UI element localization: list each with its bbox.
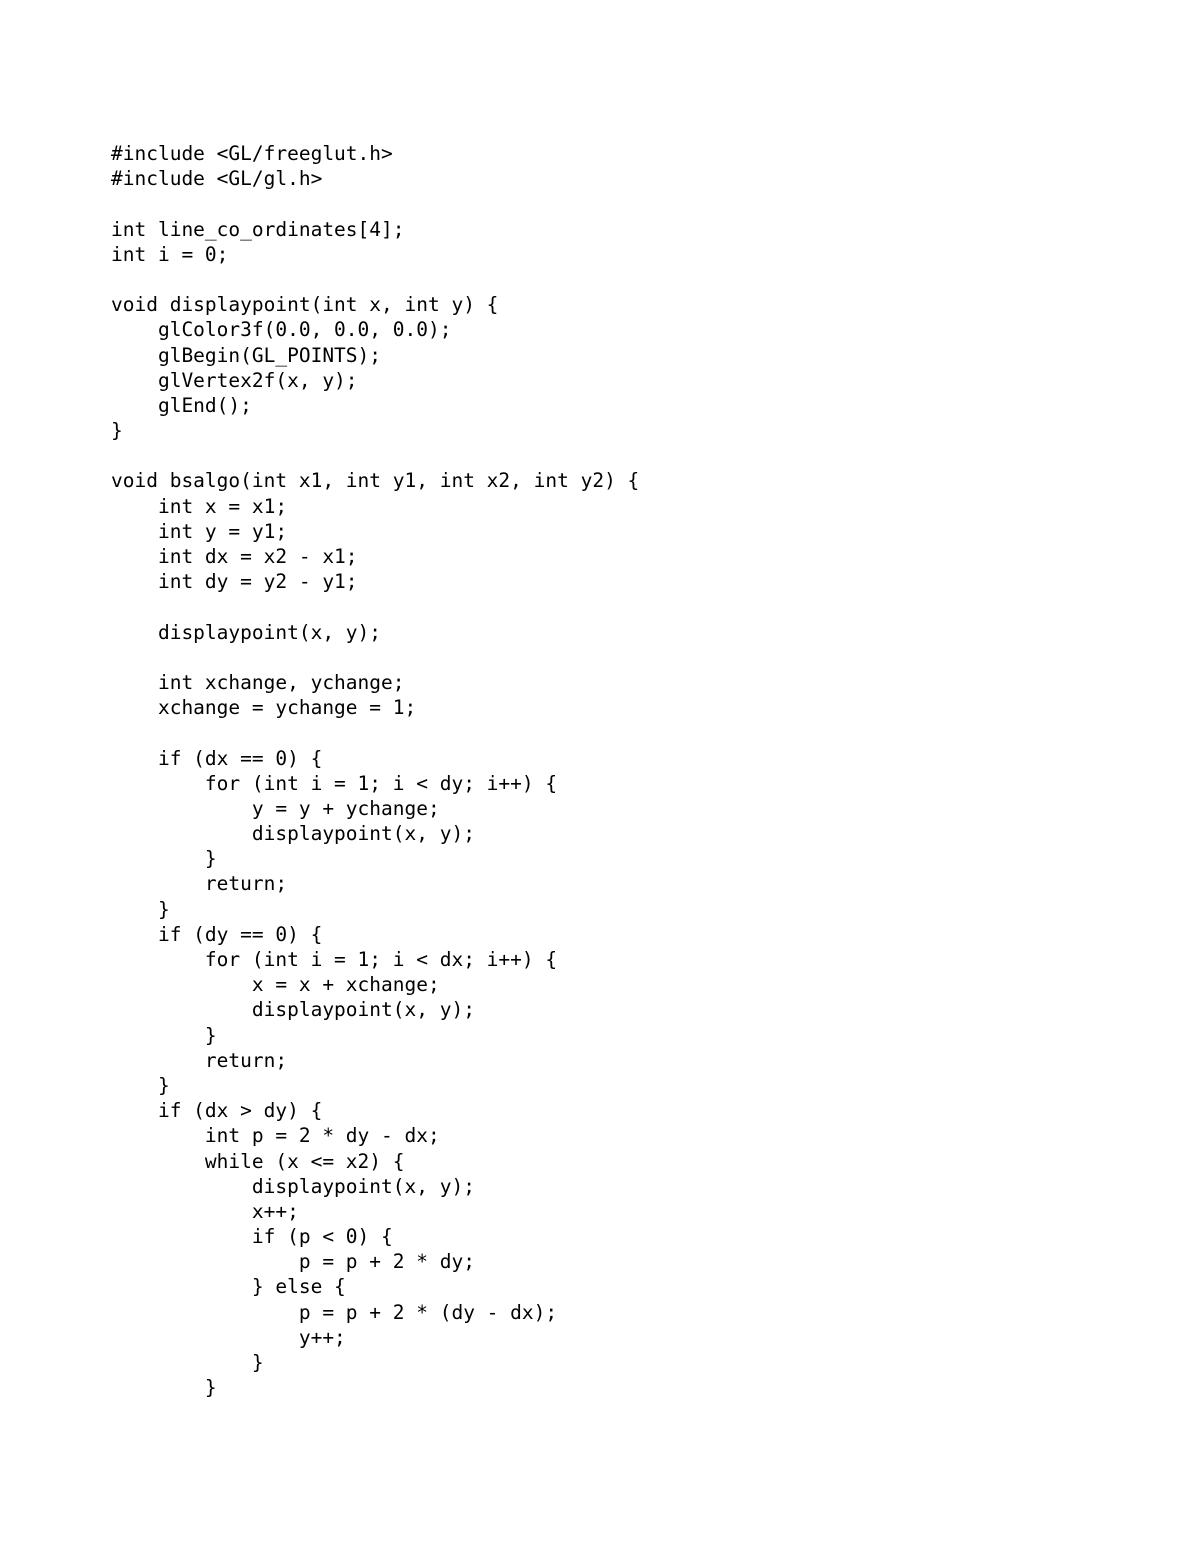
code-line: x++; (111, 1199, 299, 1223)
code-line: void displaypoint(int x, int y) { (111, 293, 499, 317)
code-line: int line_co_ordinates[4]; (111, 217, 405, 241)
code-line: } else { (111, 1275, 346, 1299)
code-line: int p = 2 * dy - dx; (111, 1124, 440, 1148)
code-line: return; (111, 872, 288, 896)
code-line: int dy = y2 - y1; (111, 570, 358, 594)
code-line: for (int i = 1; i < dx; i++) { (111, 948, 558, 971)
code-line: for (int i = 1; i < dy; i++) { (111, 771, 558, 795)
code-line: displaypoint(x, y); (111, 620, 382, 644)
code-line: while (x <= x2) { (111, 1149, 405, 1173)
code-line: glEnd(); (111, 393, 252, 417)
code-line: y++; (111, 1325, 346, 1349)
code-line: glVertex2f(x, y); (111, 368, 358, 392)
code-line: int y = y1; (111, 519, 288, 543)
code-line: if (dx == 0) { (111, 746, 323, 770)
code-line: xchange = ychange = 1; (111, 696, 417, 720)
code-line (111, 594, 1111, 619)
code-line: glColor3f(0.0, 0.0, 0.0); (111, 318, 452, 342)
code-line: } (111, 1073, 170, 1097)
code-line: if (dy == 0) { (111, 922, 323, 946)
code-line: } (111, 1351, 264, 1374)
code-line: p = p + 2 * dy; (111, 1250, 475, 1274)
code-line (111, 191, 1111, 216)
code-block (111, 141, 1111, 1400)
code-line: displaypoint(x, y); (111, 998, 475, 1022)
code-line: int i = 0; (111, 242, 229, 266)
code-line: if (dx > dy) { (111, 1099, 323, 1123)
code-line: } (111, 847, 217, 871)
code-line: #include <GL/gl.h> (111, 167, 323, 191)
code-line: } (111, 897, 170, 921)
code-line: return; (111, 1048, 288, 1072)
code-line: #include <GL/freeglut.h> (111, 142, 393, 165)
code-line (111, 720, 1111, 745)
code-line (111, 645, 1111, 670)
code-line (111, 443, 1111, 468)
code-line: void bsalgo(int x1, int y1, int x2, int y2) { (111, 469, 640, 493)
code-line: int dx = x2 - x1; (111, 545, 358, 568)
code-line: displaypoint(x, y); (111, 822, 475, 846)
code-line: int xchange, ychange; (111, 670, 405, 694)
code-line: } (111, 419, 123, 443)
code-line: x = x + xchange; (111, 973, 440, 997)
code-line: int x = x1; (111, 494, 288, 518)
code-line: if (p < 0) { (111, 1225, 393, 1249)
code-line (111, 267, 1111, 292)
code-line: glBegin(GL_POINTS); (111, 343, 382, 367)
code-line: y = y + ychange; (111, 796, 440, 820)
code-line: } (111, 1376, 217, 1400)
code-line: } (111, 1023, 217, 1047)
code-line: p = p + 2 * (dy - dx); (111, 1300, 558, 1324)
code-line: displaypoint(x, y); (111, 1174, 475, 1198)
